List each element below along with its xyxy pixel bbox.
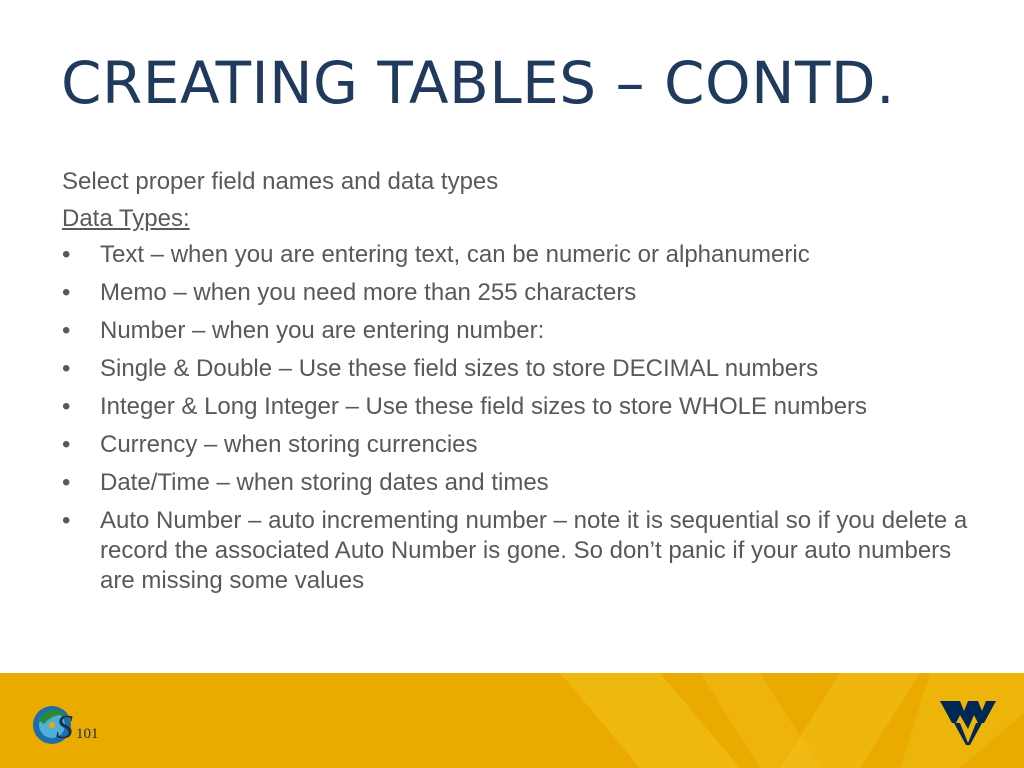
bullet-icon: • <box>62 317 71 344</box>
slide-title: CREATING TABLES – CONTD. <box>61 49 896 117</box>
list-item <box>62 278 972 308</box>
list-item <box>62 506 972 596</box>
bullet-icon: • <box>62 431 71 458</box>
list-item-text: Memo – when you need more than 255 characters <box>100 279 637 306</box>
bullet-icon: • <box>62 507 71 534</box>
list-item-text: Currency – when storing currencies <box>100 431 478 458</box>
flying-wv-logo-icon <box>940 697 996 745</box>
svg-text:S: S <box>56 709 73 746</box>
list-item <box>62 240 972 270</box>
list-item <box>62 468 972 498</box>
list-item <box>62 316 972 346</box>
intro-text: Select proper field names and data types <box>62 168 499 195</box>
bullet-icon: • <box>62 355 71 382</box>
data-types-list <box>62 240 972 596</box>
slide-body <box>62 166 972 604</box>
list-item <box>62 392 972 422</box>
list-item-text: Date/Time – when storing dates and times <box>100 469 549 496</box>
list-item <box>62 354 972 384</box>
bullet-icon: • <box>62 393 71 420</box>
bullet-icon: • <box>62 279 71 306</box>
footer-band <box>0 673 1024 768</box>
list-item <box>62 430 972 460</box>
bullet-icon: • <box>62 469 71 496</box>
cs101-logo-icon <box>30 700 110 750</box>
list-item-text: Single & Double – Use these field sizes to store DECIMAL numbers <box>100 355 819 382</box>
list-item-text: Integer & Long Integer – Use these field sizes to store WHOLE numbers <box>100 393 868 420</box>
data-types-heading: Data Types: <box>62 205 190 232</box>
list-item-text: Auto Number – auto incrementing number – note it is sequential so if you delete a record the associated Auto Number is gone. So don’t panic if your auto numbers are missing some values <box>100 507 968 594</box>
list-item-text: Text – when you are entering text, can be numeric or alphanumeric <box>100 241 810 268</box>
footer-stripes <box>0 673 1024 768</box>
logo-text: 101 <box>76 726 99 742</box>
list-item-text: Number – when you are entering number: <box>100 317 545 344</box>
bullet-icon: • <box>62 241 71 268</box>
